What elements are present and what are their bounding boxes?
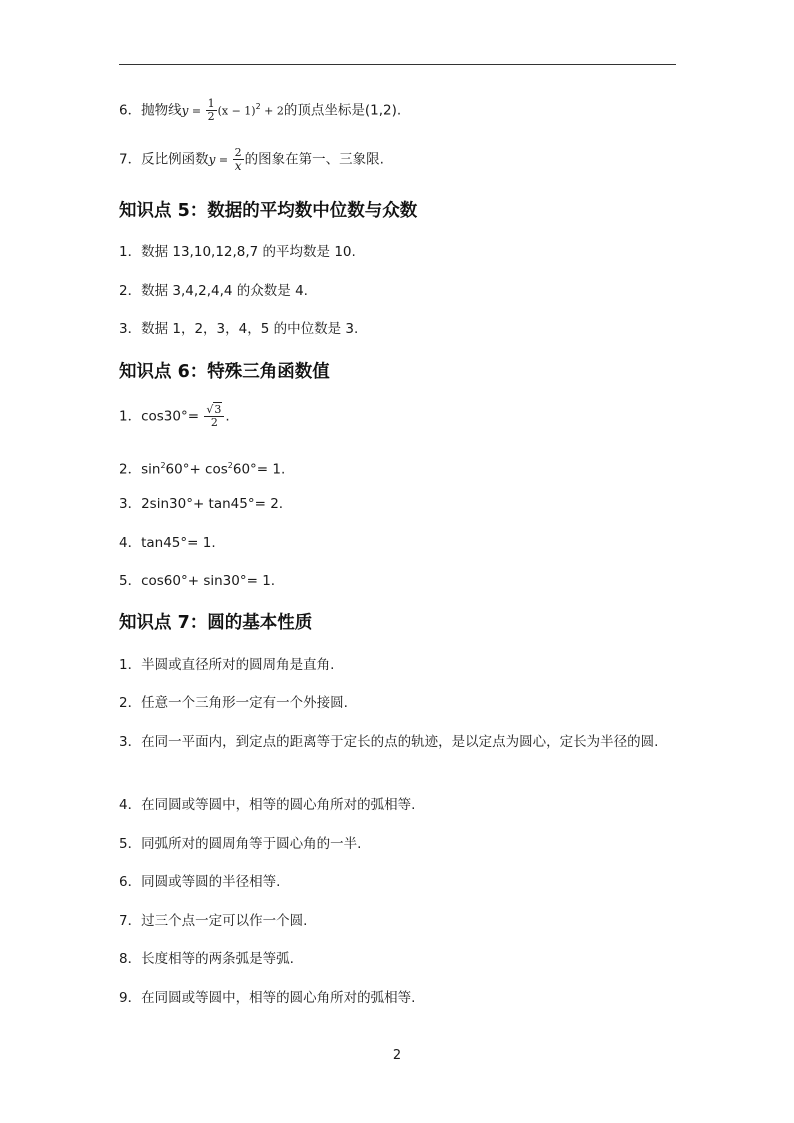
section-heading-5: 知识点 5：数据的平均数中位数与众数	[119, 201, 418, 221]
item-text: 抛物线	[141, 102, 182, 119]
fraction	[233, 147, 244, 172]
sqrt-radicand: 3	[214, 403, 222, 416]
item-text: 1．cos30°=	[119, 408, 204, 425]
list-item: 1．半圆或直径所对的圆周角是直角.	[119, 657, 335, 673]
math-equals: =	[215, 153, 232, 167]
math-variable: y	[181, 103, 189, 118]
item-text: 反比例函数	[141, 151, 209, 168]
section-heading-6: 知识点 6：特殊三角函数值	[119, 362, 330, 382]
item-text-tail: 的顶点坐标是(1,2).	[283, 102, 402, 119]
fraction	[206, 98, 217, 123]
sqrt-symbol: √	[206, 403, 214, 416]
item-cos30	[119, 404, 679, 429]
list-item: 5．同弧所对的圆周角等于圆心角的一半.	[119, 836, 362, 852]
header-rule	[119, 64, 676, 65]
list-item: 3．2sin30°+ tan45°= 2.	[119, 496, 284, 512]
list-item: 6．同圆或等圆的半径相等.	[119, 874, 281, 890]
item-number: 6．	[119, 102, 142, 119]
fraction-numerator: 2	[234, 146, 242, 159]
fraction-numerator: 1	[207, 97, 215, 110]
math-paren-term: (x − 1)	[217, 104, 256, 118]
list-item: 4．在同圆或等圆中，相等的圆心角所对的弧相等.	[119, 797, 416, 813]
item-text-tail: 的图象在第一、三象限.	[244, 151, 384, 168]
math-exponent: 2	[160, 461, 166, 470]
list-item: 3．在同一平面内，到定点的距离等于定长的点的轨迹，是以定点为圆心，定长为半径的圆.	[119, 734, 659, 750]
page-number: 2	[392, 1048, 402, 1063]
list-item: 2．任意一个三角形一定有一个外接圆.	[119, 695, 348, 711]
item-parabola-vertex	[119, 98, 679, 123]
item-text-tail: .	[225, 408, 230, 425]
math-equals: =	[188, 104, 205, 118]
list-item: 2．数据 3,4,2,4,4 的众数是 4.	[119, 283, 308, 299]
math-exponent: 2	[255, 102, 261, 111]
list-item: 3．数据 1，2，3，4，5 的中位数是 3.	[119, 321, 359, 337]
math-constant: + 2	[260, 104, 284, 118]
math-variable: y	[208, 152, 216, 167]
list-item: 7．过三个点一定可以作一个圆.	[119, 913, 308, 929]
section-heading-7: 知识点 7：圆的基本性质	[119, 613, 313, 633]
list-item: 5．cos60°+ sin30°= 1.	[119, 573, 276, 589]
fraction	[204, 404, 224, 429]
math-exponent: 2	[227, 461, 233, 470]
fraction-denominator: 2	[210, 416, 218, 429]
item-number: 7．	[119, 151, 142, 168]
fraction-denominator: 2	[207, 110, 215, 123]
list-item: 1．数据 13,10,12,8,7 的平均数是 10.	[119, 244, 356, 260]
item-inverse-function	[119, 147, 679, 172]
item-sin-cos-squared	[119, 457, 679, 479]
list-item: 9．在同圆或等圆中，相等的圆心角所对的弧相等.	[119, 990, 416, 1006]
item-text: 2．sin	[119, 461, 161, 478]
list-item: 4．tan45°= 1.	[119, 535, 216, 551]
fraction-denominator: x	[234, 159, 242, 173]
list-item: 8．长度相等的两条弧是等弧.	[119, 951, 294, 967]
item-text: 60°= 1.	[232, 461, 286, 478]
item-text: 60°+ cos	[165, 461, 228, 478]
